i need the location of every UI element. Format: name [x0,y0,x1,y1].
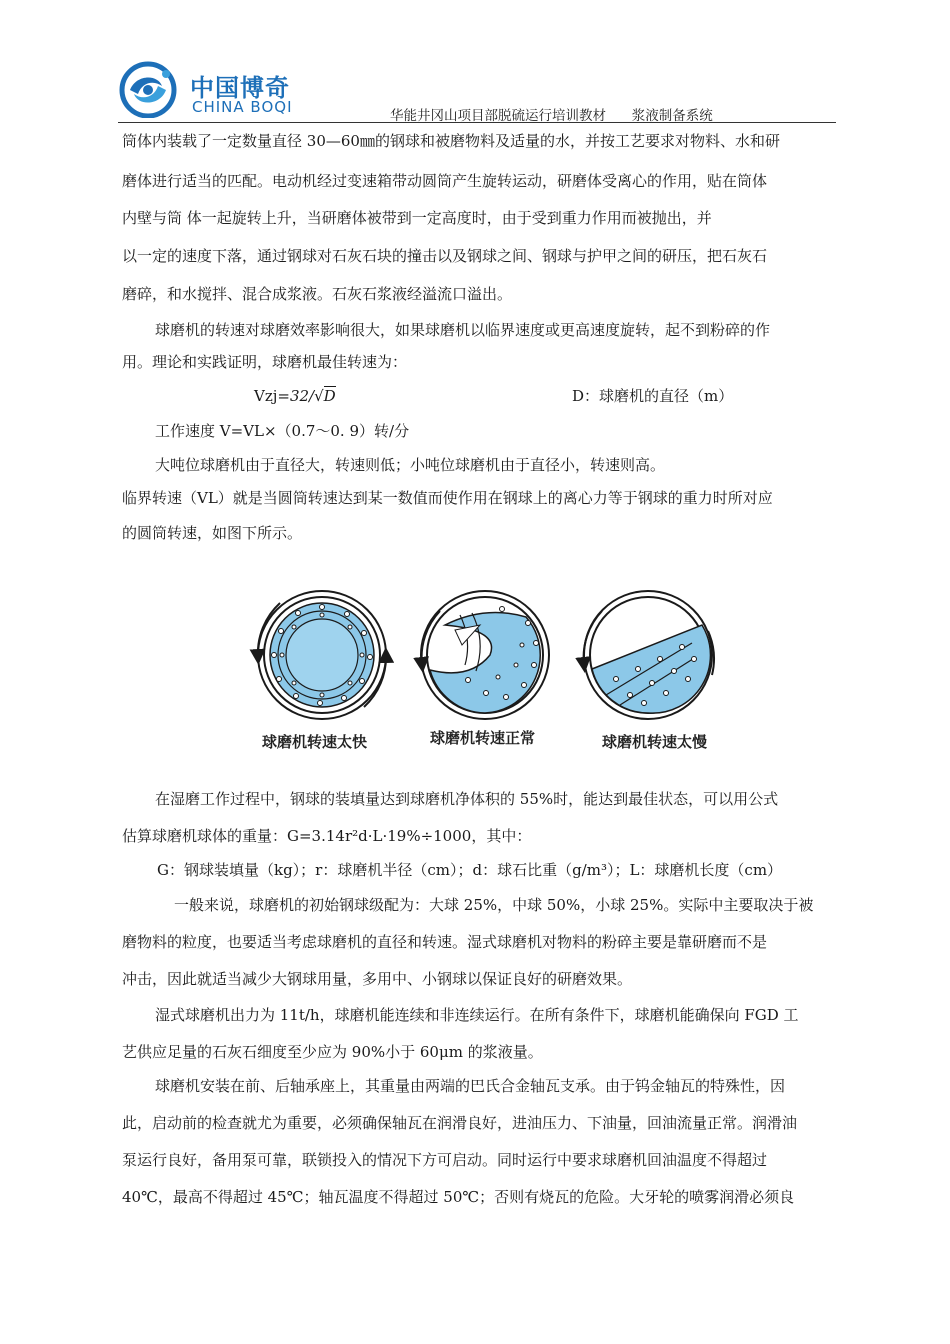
paragraph-line: 用。理论和实践证明，球磨机最佳转速为： [122,353,408,371]
paragraph-line: 估算球磨机球体的重量：G=3.14r²d·L·19%÷1000，其中： [122,827,532,845]
paragraph-line: 一般来说，球磨机的初始钢球级配为：大球 25%，中球 50%，小球 25%。实际中主要取决于被 [174,896,814,914]
formula-note: D：球磨机的直径（m） [572,387,734,405]
label-normal: 球磨机转速正常 [430,729,536,747]
paragraph-line: 工作速度 V=VL×（0.7～0. 9）转/分 [155,422,410,440]
mill-too-fast-diagram [258,591,386,719]
ball-mill-diagrams [240,585,730,725]
china-boqi-logo-icon [118,60,182,118]
paragraph-line: 艺供应足量的石灰石细度至少应为 90%小于 60μm 的浆液量。 [122,1043,543,1061]
logo-chinese-text: 中国博奇 [190,74,290,102]
paragraph-line: 的圆筒转速，如图下所示。 [122,524,303,542]
header-divider [118,122,836,123]
formula-numerator: 32/ [289,387,315,405]
paragraph-line: 磨物料的粒度，也要适当考虑球磨机的直径和转速。湿式球磨机对物料的粉碎主要是靠研磨而不是 [122,933,768,951]
paragraph-line: 在湿磨工作过程中，钢球的装填量达到球磨机净体积的 55%时，能达到最佳状态，可以用公式 [155,790,779,808]
paragraph-line: 40℃，最高不得超过 45℃；轴瓦温度不得超过 50℃；否则有烧瓦的危险。大牙轮的喷雾润滑必须良 [122,1188,795,1206]
paragraph-line: 此，启动前的检查就尤为重要，必须确保轴瓦在润滑良好，进油压力、下油量，回油流量正常。润滑油 [122,1114,798,1132]
paragraph-line: 泵运行良好，备用泵可靠，联锁投入的情况下方可启动。同时运行中要求球磨机回油温度不得超过 [122,1151,768,1169]
label-too-slow: 球磨机转速太慢 [602,733,708,751]
paragraph-line: 内壁与筒 体一起旋转上升，当研磨体被带到一定高度时，由于受到重力作用而被抛出，并 [122,209,712,227]
label-too-fast: 球磨机转速太快 [262,733,368,751]
formula-radicand: D [323,387,336,405]
header-title: 华能井冈山项目部脱硫运行培训教材 浆液制备系统 [390,108,713,124]
ball-mill-speed-figure [240,585,730,760]
paragraph-line: 磨碎，和水搅拌、混合成浆液。石灰石浆液经溢流口溢出。 [122,285,513,303]
paragraph-line: G：钢球装填量（kg）；r：球磨机半径（cm）；d：球石比重（g/m³）；L：球磨机长度（cm） [157,861,783,879]
formula-left: Vzj= [254,387,290,405]
page-header [118,60,838,122]
mill-too-slow-diagram [584,591,714,719]
paragraph-line: 磨体进行适当的匹配。电动机经过变速箱带动圆筒产生旋转运动，研磨体受离心的作用，贴在筒体 [122,172,768,190]
paragraph-line: 以一定的速度下落，通过钢球对石灰石块的撞击以及钢球之间、钢球与护甲之间的研压，把石灰石 [122,247,768,265]
logo-english-text: CHINA BOQI [192,98,293,116]
formula-speed [254,383,374,409]
paragraph-line: 冲击，因此就适当减少大钢球用量，多用中、小钢球以保证良好的研磨效果。 [122,970,633,988]
sqrt-icon: √ [314,387,324,405]
paragraph-line: 筒体内装载了一定数量直径 30—60㎜的钢球和被磨物料及适量的水，并按工艺要求对物料、水和研 [122,132,780,150]
paragraph-line: 临界转速（VL）就是当圆筒转速达到某一数值而使作用在钢球上的离心力等于钢球的重力时所对应 [122,489,773,507]
mill-normal-diagram [421,591,549,719]
paragraph-line: 大吨位球磨机由于直径大，转速则低；小吨位球磨机由于直径小，转速则高。 [155,456,666,474]
paragraph-line: 球磨机安装在前、后轴承座上，其重量由两端的巴氏合金轴瓦支承。由于钨金轴瓦的特殊性，因 [155,1077,786,1095]
paragraph-line: 球磨机的转速对球磨效率影响很大，如果球磨机以临界速度或更高速度旋转，起不到粉碎的作 [155,321,771,339]
paragraph-line: 湿式球磨机出力为 11t/h，球磨机能连续和非连续运行。在所有条件下，球磨机能确保向 FGD 工 [155,1006,799,1024]
